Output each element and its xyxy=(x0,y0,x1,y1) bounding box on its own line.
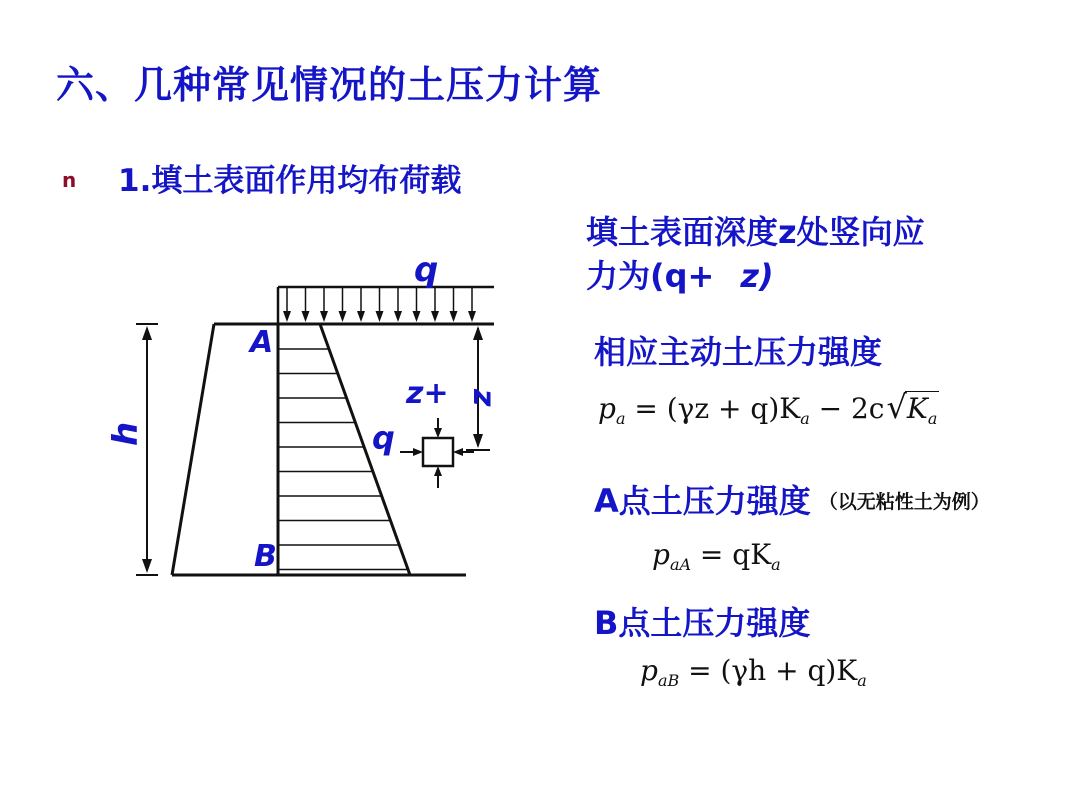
depth-dimension xyxy=(466,324,490,450)
formula-point-A xyxy=(652,538,781,574)
f1-sub: a xyxy=(615,409,626,428)
load-arrowhead xyxy=(468,311,476,322)
soil-element xyxy=(400,418,474,488)
load-arrowhead xyxy=(320,311,328,322)
label-point-B: B xyxy=(254,539,277,574)
heading-point-A xyxy=(594,476,990,522)
heading-A-note: （以无粘性土为例） xyxy=(818,491,990,513)
f1-p: p xyxy=(598,392,616,425)
f3-sub: aB xyxy=(657,671,680,690)
desc-line2-b: z) xyxy=(740,257,774,295)
label-h: h xyxy=(106,421,146,446)
f2-p: p xyxy=(652,538,670,571)
heading-active-pressure: 相应主动土压力强度 xyxy=(594,333,883,371)
f1-sub2: a xyxy=(800,409,810,428)
label-point-A: A xyxy=(250,325,274,360)
sqrt-symbol: √ xyxy=(886,388,907,426)
vertical-stress-description xyxy=(586,210,925,298)
f3-sub2: a xyxy=(857,671,867,690)
f1-sqrt-sub: a xyxy=(927,409,938,428)
uniform-load-q xyxy=(278,287,494,324)
f2-sub: aA xyxy=(669,555,692,574)
formula-point-B xyxy=(640,654,867,690)
f3-p: p xyxy=(640,654,658,687)
load-arrowhead xyxy=(394,311,402,322)
formula-active-pressure xyxy=(598,388,939,428)
label-q-top: q xyxy=(414,250,439,290)
load-arrowhead xyxy=(339,311,347,322)
load-arrowhead xyxy=(376,311,384,322)
desc-line2 xyxy=(586,254,925,298)
f3-body: = (γh + q)K xyxy=(679,654,858,687)
label-z: z xyxy=(466,389,501,407)
load-arrowhead xyxy=(413,311,421,322)
load-arrowhead xyxy=(302,311,310,322)
load-arrowhead xyxy=(431,311,439,322)
load-arrowhead xyxy=(450,311,458,322)
heading-point-B: B点土压力强度 xyxy=(594,604,811,642)
f1-minus: − 2c xyxy=(809,392,885,425)
load-arrows xyxy=(283,288,476,322)
slide-title: 六、几种常见情况的土压力计算 xyxy=(56,63,603,107)
label-zq-line2: q xyxy=(372,419,395,457)
f1-sqrt xyxy=(905,391,939,428)
load-arrowhead xyxy=(283,311,291,322)
f1-sqrt-K: K xyxy=(906,392,928,425)
height-dimension xyxy=(136,324,158,575)
label-zq-line1: z+ xyxy=(406,376,449,411)
desc-line2-a: 力为(q+ xyxy=(586,257,715,295)
f2-sub2: a xyxy=(771,555,781,574)
f1-body: = (γz + q)K xyxy=(625,392,801,425)
bullet-marker: n xyxy=(62,168,77,192)
f2-body: = qK xyxy=(691,538,772,571)
load-arrowhead xyxy=(357,311,365,322)
heading-A-text: A点土压力强度 xyxy=(594,482,811,520)
desc-line1: 填土表面深度z处竖向应 xyxy=(586,213,925,251)
subtitle: 1.填土表面作用均布荷载 xyxy=(118,163,462,199)
